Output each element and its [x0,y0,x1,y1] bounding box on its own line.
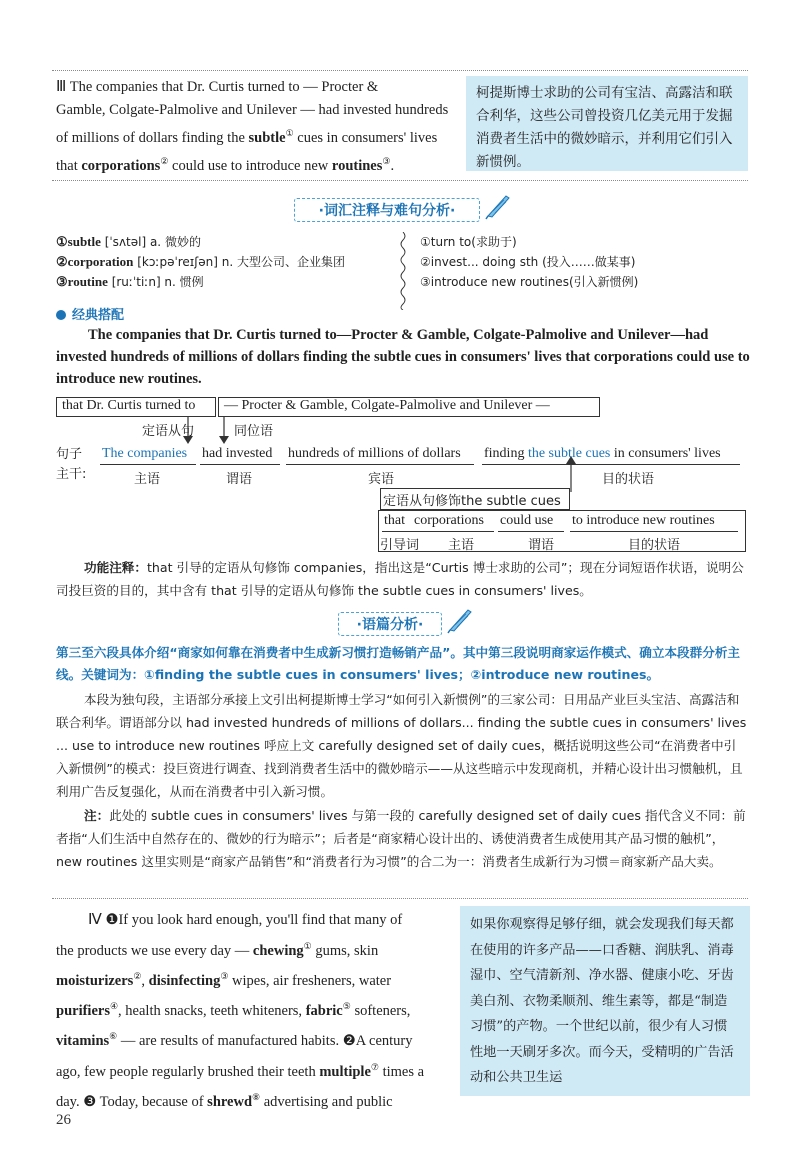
underline [100,464,196,465]
vocab-item: ③routine [ruːˈtiːn] n. 惯例 [56,274,204,289]
discourse-intro: 第三至六段具体介绍“商家如何靠在消费者中生成新习惯打造畅销产品”。其中第三段说明商家运作模式、确立本段群分析主线。关键词为：①finding the subtle cues in consumers' lives；②introduce new routines。 [56,645,741,682]
role-verb: 谓语 [226,472,253,487]
clause-role-subject: 主语 [448,538,475,553]
underline [498,531,564,532]
underline [286,464,474,465]
phrase-item: ②invest... doing sth (投入……做某事) [420,255,636,269]
collocation-title: 经典搭配 [56,304,124,323]
discourse-paragraph: 本段为独句段，主语部分承接上文引出柯提斯博士学习“如何引入新惯例”的三家公司：日用品产业巨头宝洁、高露洁和联合利华。谓语部分以 had invested hundreds of millions of dollars... finding the subtle cues in consumers' lives ... use to introduce new routines 呼应上文 carefully designed set of daily cues，概括说明这些公司“在消费者中引入新惯例”的模式：投巨资进行调查、找到消费者生活中的微妙暗示——从这些暗示中发现商机，并精心设计出习惯触机，且利用广告反复强化，从而在消费者中引入新习惯。 [56,692,747,799]
vocab-word: subtle [248,129,286,146]
phrase-item: ③introduce new routines(引入新惯例) [420,275,639,289]
role-adverbial: 目的状语 [602,472,655,487]
vocab-word: disinfecting [148,972,221,989]
paragraph-4-translation: 如果你观察得足够仔细，就会发现我们每天都在使用的许多产品——口香糖、润肤乳、消毒湿巾、空气清新剂、净水器、健康小吃、牙齿美白剂、衣物柔顺剂、维生素等，都是“制造习惯”的产物。一个世纪以前，很少有人习惯性地一天刷牙多次。而今天，受精明的广告活动和公共卫生运 [460,906,750,1096]
label-appositive: 同位语 [234,424,274,439]
role-object: 宾语 [368,472,395,487]
diagram-object: hundreds of millions of dollars [288,446,461,461]
diagram-box-appositive-text: — Procter & Gamble, Colgate-Palmolive and Unilever — [224,398,550,413]
vocab-word: shrewd [207,1093,253,1110]
clause-role-that: 引导词 [380,538,420,553]
underline [570,531,738,532]
vocab-word: fabric [305,1002,343,1019]
diagram-box-clause-text: that Dr. Curtis turned to [62,398,196,413]
clause-role-adverbial: 目的状语 [628,538,681,553]
discourse-section-header: ·语篇分析· [338,612,442,636]
vocab-word: vitamins [56,1033,110,1050]
vocab-word: moisturizers [56,972,134,989]
underline [382,531,412,532]
diagram-verb: had invested [202,446,273,461]
clause-label: 定语从句修饰the subtle cues [383,494,561,509]
underline [412,531,494,532]
underline [482,464,740,465]
vocab-word: purifiers [56,1002,110,1019]
vocab-word: chewing [252,942,304,959]
role-subject: 主语 [134,472,161,487]
diagram-adverbial: finding the subtle cues in consumers' lives [484,446,721,461]
vocab-word: routines [331,157,383,174]
vocab-word: multiple [319,1063,371,1080]
underline [200,464,280,465]
paragraph-numeral: Ⅳ [88,912,102,928]
sentence-trunk-label: 句子主干: [56,447,87,482]
clause-subject: corporations [414,513,484,528]
divider [52,898,748,899]
paragraph-numeral: Ⅲ [56,79,67,95]
diagram-subject: The companies [102,446,188,461]
quill-pen-icon [446,606,474,634]
clause-that: that [384,513,405,528]
label-attributive-clause: 定语从句 [142,424,195,439]
phrase-item: ①turn to(求助于) [420,235,517,249]
clause-adverbial: to introduce new routines [572,513,715,528]
vocab-section-header: ·词汇注释与难句分析· [294,198,480,222]
clause-verb: could use [500,513,554,528]
paragraph-3-english: Ⅲ The companies that Dr. Curtis turned to — Procter & Gamble, Colgate-Palmolive and Unilever — had invested hundreds of millions of dollars finding the subtle① cues in consumers' lives that corporations② could use to introduce new routines③. [56,79,449,174]
function-note: 功能注释：that 引导的定语从句修饰 companies，指出这是“Curtis 博士求助的公司”；现在分词短语作状语，说明公司投巨资的目的，其中含有 that 引导的定语从句修饰 the subtle cues in consumers' lives。 [56,560,744,598]
page-number: 26 [56,1112,71,1128]
collocation-sentence: The companies that Dr. Curtis turned to—Procter & Gamble, Colgate-Palmolive and Unilever—had invested hundreds of millions of dollars finding the subtle cues in consumers' lives that corporations could use to introduce new routines. [56,327,750,387]
clause-role-verb: 谓语 [528,538,555,553]
discourse-note: 注：此处的 subtle cues in consumers' lives 与第一段的 carefully designed set of daily cues 指代含义不同：前者指“人们生活中自然存在的、微妙的行为暗示”；后者是“商家精心设计出的、诱使消费者生成使用其产品习惯的触机”，new routines 这里实则是“商家产品销售”和“消费者行为习惯”的合二为一：消费者生成新行为习惯＝商家新产品大卖。 [56,808,746,869]
paragraph-3-translation: 柯提斯博士求助的公司有宝洁、高露洁和联合利华，这些公司曾投资几亿美元用于发掘消费者生活中的微妙暗示，并利用它们引入新惯例。 [466,76,748,171]
vocab-word: corporations [81,157,161,174]
vocab-item: ①subtle [ˈsʌtəl] a. 微妙的 [56,234,201,249]
paragraph-4-english: Ⅳ ❶If you look hard enough, you'll find that many of the products we use every day — chewing① gums, skin moisturizers②, disinfecting③ wipes, air fresheners, water purifiers④, health snacks, teeth whiteners, fabric⑤ softeners, vitamins⑥ — are results of manufactured habits. ❷A century ago, few people regularly brushed their teeth multiple⑦ times a day. ❸ Today, because of shrewd⑧ advertising and public [56,912,425,1110]
vocab-item: ②corporation [kɔːpəˈreɪʃən] n. 大型公司、企业集团 [56,254,346,269]
